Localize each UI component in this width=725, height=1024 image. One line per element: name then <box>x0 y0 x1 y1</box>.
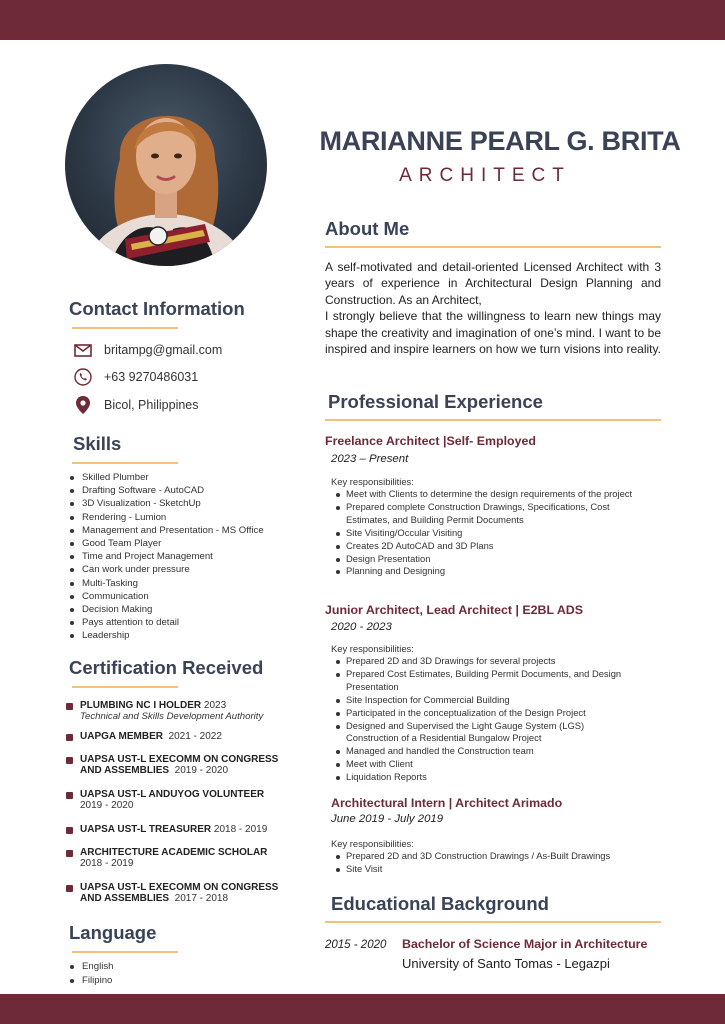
duty-item: Creates 2D AutoCAD and 3D Plans <box>333 540 668 553</box>
bullet-icon <box>66 792 73 799</box>
bullet-icon <box>66 757 73 764</box>
cert-name: UAPSA UST-L EXECOMM ON CONGRESS <box>80 882 279 893</box>
contact-location <box>72 396 199 414</box>
skill-item: Can work under pressure <box>68 563 264 576</box>
skill-item: Time and Project Management <box>68 550 264 563</box>
cert-year: 2017 - 2018 <box>174 893 229 904</box>
experience-underline <box>325 419 661 421</box>
cert-item <box>66 700 263 722</box>
job-date: June 2019 - July 2019 <box>331 813 444 825</box>
profile-photo <box>65 64 267 266</box>
certification-heading: Certification Received <box>69 657 264 678</box>
language-underline <box>72 951 178 953</box>
duty-item: Site Visit <box>333 863 668 876</box>
cert-year: 2018 - 2019 <box>80 858 134 869</box>
job-title: Freelance Architect |Self- Employed <box>325 434 536 448</box>
duty-item: Participated in the conceptualization of the Design Project <box>333 707 668 720</box>
cert-year: 2021 - 2022 <box>168 731 222 742</box>
education-heading: Educational Background <box>331 893 549 914</box>
job-date: 2020 - 2023 <box>331 621 392 633</box>
language-list <box>68 960 113 987</box>
cert-year: 2018 - 2019 <box>213 824 268 835</box>
cert-issuer: Technical and Skills Development Authority <box>80 711 264 722</box>
cert-year: 2023 <box>203 700 227 711</box>
education-degree: Bachelor of Science Major in Architecture <box>402 937 648 951</box>
certification-underline <box>72 686 178 688</box>
duty-item: Managed and handled the Construction team <box>333 745 668 758</box>
skill-item: Pays attention to detail <box>68 616 264 629</box>
duty-item: Prepared 2D and 3D Construction Drawings / As-Built Drawings <box>333 850 668 863</box>
key-responsibilities-label: Key responsibilities: <box>331 643 414 654</box>
duty-item: Site Visiting/Occular Visiting <box>333 527 668 540</box>
cert-item <box>66 731 222 742</box>
about-underline <box>325 246 661 248</box>
cert-name-cont: AND ASSEMBLIES <box>80 893 170 904</box>
contact-phone <box>72 368 198 386</box>
bullet-icon <box>66 827 73 834</box>
cert-name: ARCHITECTURE ACADEMIC SCHOLAR <box>80 847 268 858</box>
cert-name-cont: AND ASSEMBLIES <box>80 765 170 776</box>
skills-list <box>68 471 264 643</box>
duty-item: Meet with Client <box>333 758 668 771</box>
cert-name: UAPSA UST-L TREASURER <box>80 824 212 835</box>
duty-item: Planning and Designing <box>333 565 668 578</box>
education-underline <box>325 921 661 923</box>
contact-underline <box>72 327 178 329</box>
skill-item: Skilled Plumber <box>68 471 264 484</box>
duty-item: Prepared 2D and 3D Drawings for several projects <box>333 655 668 668</box>
bullet-icon <box>66 734 73 741</box>
about-heading: About Me <box>325 218 410 239</box>
contact-email <box>72 341 222 359</box>
cert-name: PLUMBING NC I HOLDER <box>80 700 202 711</box>
cert-name: UAPSA UST-L ANDUYOG VOLUNTEER <box>80 789 265 800</box>
skill-item: Drafting Software - AutoCAD <box>68 484 264 497</box>
cert-name: UAPGA MEMBER <box>80 731 163 742</box>
about-paragraph: A self-motivated and detail-oriented Licensed Architect with 3 years of experience in Architectural Design Planning and Construction. As an Architect, <box>325 260 661 307</box>
cert-item <box>66 789 264 811</box>
duty-item: Prepared Cost Estimates, Building Permit Documents, and Design Presentation <box>333 668 668 694</box>
skill-item: Decision Making <box>68 603 264 616</box>
location-text: Bicol, Philippines <box>104 398 199 412</box>
duty-item: Site Inspection for Commercial Building <box>333 694 668 707</box>
about-text <box>325 259 661 357</box>
about-paragraph: I strongly believe that the willingness to learn new things may shape the creativity and imagination of one’s mind. I want to be inspired and inspire learners on how we turn visions into reality. <box>325 309 661 357</box>
education-school: University of Santo Tomas - Legazpi <box>402 956 610 971</box>
top-banner <box>0 0 725 40</box>
bullet-icon <box>66 703 73 710</box>
mail-icon <box>72 341 94 359</box>
cert-year: 2019 - 2020 <box>80 800 134 811</box>
skill-item: Leadership <box>68 629 264 642</box>
cert-year: 2019 - 2020 <box>174 765 229 776</box>
key-responsibilities-label: Key responsibilities: <box>331 838 414 849</box>
job-title: Junior Architect, Lead Architect | E2BL ADS <box>325 603 583 617</box>
candidate-title: ARCHITECT <box>399 165 571 186</box>
duty-item: Liquidation Reports <box>333 771 668 784</box>
bullet-icon <box>66 850 73 857</box>
skill-item: Management and Presentation - MS Office <box>68 524 264 537</box>
email-text[interactable]: britampg@gmail.com <box>104 343 223 357</box>
cert-name: UAPSA UST-L EXECOMM ON CONGRESS <box>80 754 279 765</box>
job-date: 2023 – Present <box>331 453 409 465</box>
cert-item <box>66 847 267 869</box>
duties-list <box>333 850 668 876</box>
duty-item: Designed and Supervised the Light Gauge System (LGS) Construction of a Residential Bungalow Project <box>333 720 623 746</box>
experience-heading: Professional Experience <box>328 391 543 412</box>
skill-item: Good Team Player <box>68 537 264 550</box>
key-responsibilities-label: Key responsibilities: <box>331 476 414 487</box>
location-pin-icon <box>72 396 94 414</box>
skills-underline <box>72 462 178 464</box>
phone-text[interactable]: +63 9270486031 <box>104 370 199 384</box>
duty-item: Design Presentation <box>333 553 668 566</box>
language-item: Filipino <box>68 974 113 988</box>
contact-heading: Contact Information <box>69 298 245 319</box>
education-years: 2015 - 2020 <box>325 939 387 951</box>
language-heading: Language <box>69 922 157 943</box>
duty-item: Meet with Clients to determine the design requirements of the project <box>333 488 633 501</box>
skill-item: Rendering - Lumion <box>68 511 264 524</box>
skills-heading: Skills <box>73 433 122 454</box>
skill-item: Communication <box>68 590 264 603</box>
skill-item: Multi-Tasking <box>68 577 264 590</box>
cert-item <box>66 824 267 835</box>
duties-list <box>333 655 668 784</box>
bullet-icon <box>66 885 73 892</box>
job-title: Architectural Intern | Architect Arimado <box>331 796 563 810</box>
duties-list <box>333 488 668 578</box>
bottom-banner <box>0 994 725 1024</box>
duty-item: Prepared complete Construction Drawings, Specifications, Cost Estimates, and Building Permit Documents <box>333 501 638 527</box>
candidate-name: MARIANNE PEARL G. BRITA <box>319 126 681 156</box>
cert-item <box>66 882 278 904</box>
portrait-illustration <box>65 64 267 266</box>
phone-icon <box>72 368 94 386</box>
language-item: English <box>68 960 113 974</box>
cert-item <box>66 754 278 776</box>
skill-item: 3D Visualization - SketchUp <box>68 497 264 510</box>
